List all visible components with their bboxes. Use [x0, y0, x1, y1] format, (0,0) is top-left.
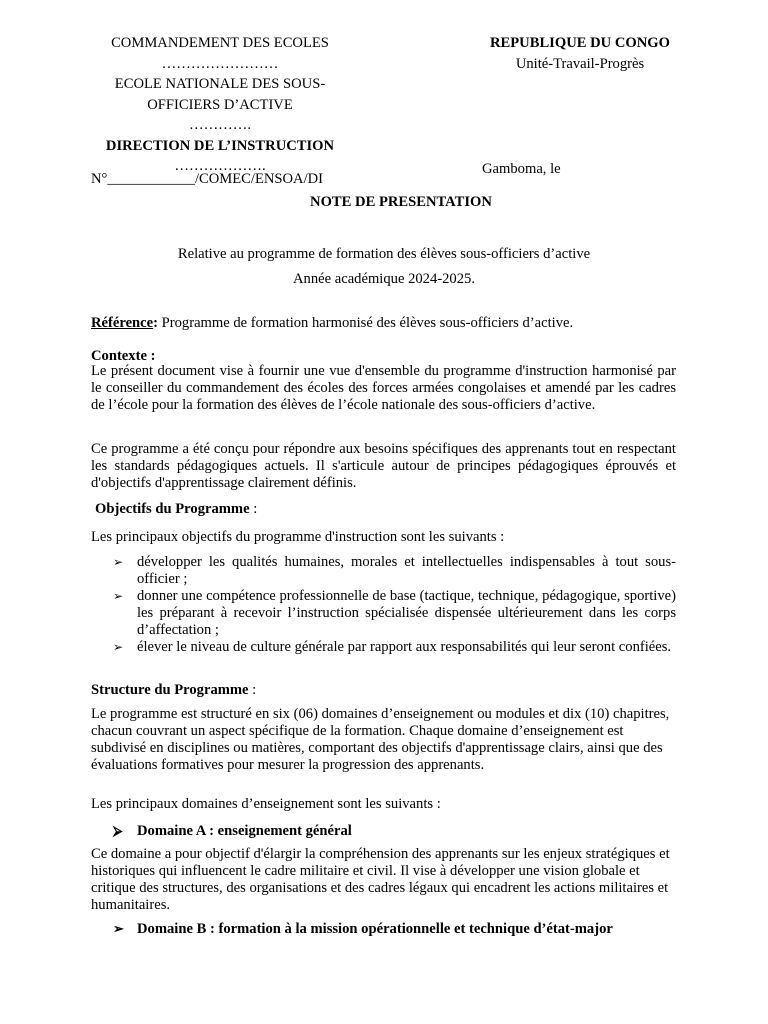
structure-heading-suffix: : [248, 682, 257, 698]
place-date: Gamboma, le [482, 161, 561, 177]
structure-paragraph-2: Les principaux domaines d’enseignement sont les suivants : [91, 796, 441, 812]
objectifs-list [113, 554, 676, 656]
list-item [113, 588, 676, 639]
list-item-text: développer les qualités humaines, morales et intellectuelles indispensables à tout sous-officier ; [137, 554, 676, 587]
objectifs-heading-suffix: : [249, 501, 258, 517]
contexte-heading: Contexte : [91, 348, 156, 364]
contexte-paragraph-2: Ce programme a été conçu pour répondre aux besoins spécifiques des apprenants tout en respectant les standards pédagogiques actuels. Il s'articule autour de principes pédagogiques éprouvés et d'objectifs d'apprentissage clairement définis. [91, 441, 676, 491]
list-item-text: donner une compétence professionnelle de base (tactique, technique, pédagogique, sportive) les préparant à recevoir l’instruction spécialisée dispensée ultérieurement dans les corps d’affectation ; [137, 588, 676, 638]
domaine-a-title: Domaine A : enseignement général [137, 823, 352, 839]
objectifs-heading: Objectifs du Programme [95, 501, 250, 517]
command-name: COMMANDEMENT DES ECOLES [111, 35, 329, 51]
list-item-text: élever le niveau de culture générale par rapport aux responsabilités qui leur seront confiées. [137, 639, 672, 655]
document-subtitle: Relative au programme de formation des élèves sous-officiers d’active [177, 246, 591, 262]
arrow-bullet-icon: ➢ [113, 921, 124, 936]
reference-label: Référence [91, 315, 154, 331]
structure-paragraph-1: Le programme est structuré en six (06) domaines d’enseignement ou modules et dix (10) chapitres, chacun couvrant un aspect spécifique de la formation. Chaque domaine d’enseignement est subdivisé en disciplines ou matières, comportant des objectifs d'apprentissage clairs, ainsi que des évaluations formatives pour mesurer la progression des apprenants. [91, 706, 670, 773]
domaine-a-heading [113, 822, 352, 840]
separator-dots: ………………. [174, 158, 266, 174]
arrow-bullet-icon: ➢ [113, 555, 124, 569]
reference-number: N°____________/COMEC/ENSOA/DI [91, 171, 324, 187]
school-name-line2: OFFICIERS D’ACTIVE [147, 96, 293, 113]
reference-line [91, 315, 676, 332]
direction-name: DIRECTION DE L’INSTRUCTION [105, 137, 335, 154]
country-name: REPUBLIQUE DU CONGO [489, 35, 670, 51]
reference-text: Programme de formation harmonisé des élèves sous-officiers d’active. [158, 315, 574, 331]
academic-year: Année académique 2024-2025. [293, 271, 475, 287]
national-motto: Unité-Travail-Progrès [515, 55, 645, 72]
arrow-bullet-icon: ➢ [113, 640, 124, 654]
separator-dots: …………. [188, 117, 252, 133]
list-item [113, 639, 676, 656]
domaine-b-heading [113, 920, 613, 938]
arrow-bullet-icon: ⮚ [113, 823, 123, 838]
structure-heading-line [91, 682, 676, 699]
document-title: NOTE DE PRESENTATION [310, 194, 492, 210]
header-left [88, 33, 352, 177]
reference-colon: : [153, 315, 158, 331]
domaine-b-title: Domaine B : formation à la mission opérationnelle et technique d’état-major [137, 921, 613, 937]
objectifs-intro: Les principaux objectifs du programme d'instruction sont les suivants : [91, 529, 505, 545]
separator-dots: …………………… [161, 55, 279, 72]
header-right [470, 33, 690, 74]
list-item [113, 554, 676, 588]
structure-heading: Structure du Programme [91, 682, 249, 698]
contexte-paragraph-1: Le présent document vise à fournir une vue d'ensemble du programme d'instruction harmonisé par le conseiller du commandement des écoles des forces armées congolaises et amendé par les cadres de l’école pour la formation des élèves de l’école nationale des sous-officiers d’active. [91, 363, 676, 413]
school-name-line1: ECOLE NATIONALE DES SOUS- [114, 76, 326, 92]
domaine-a-paragraph: Ce domaine a pour objectif d'élargir la compréhension des apprenants sur les enjeux stratégiques et historiques qui influencent le cadre militaire et civil. Il vise à développer une vision globale et critique des structures, des organisations et des cadres légaux qui encadrent les actions militaires et humanitaires. [91, 846, 670, 913]
objectifs-heading-line [95, 501, 680, 518]
arrow-bullet-icon: ➢ [113, 589, 124, 603]
